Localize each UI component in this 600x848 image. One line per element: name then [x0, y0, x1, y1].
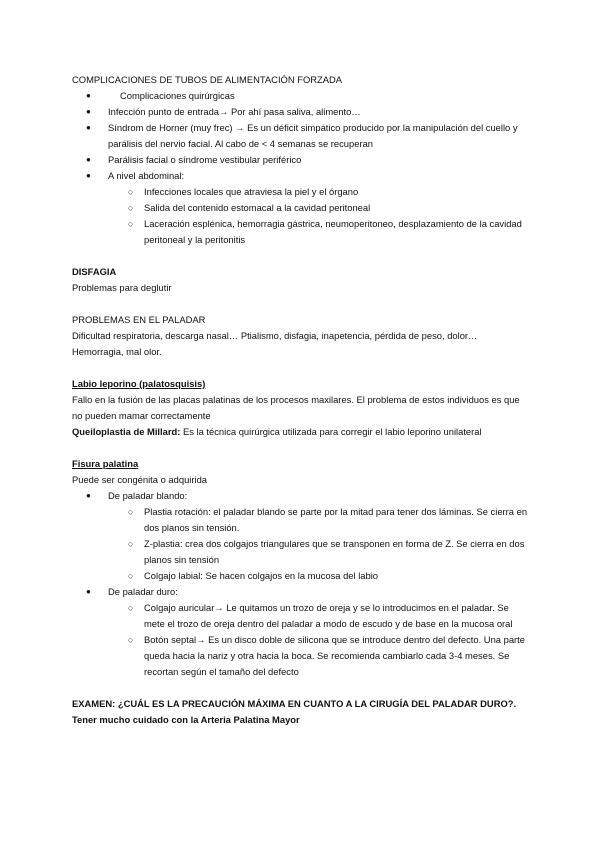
list-item-text: Complicaciones quirúrgicas	[120, 90, 235, 101]
hollow-bullet-icon: ○	[128, 539, 134, 549]
list-item	[72, 120, 528, 152]
bullet-icon: ●	[86, 107, 91, 116]
section-title-labio: Labio leporino (palatosquisis)	[72, 378, 206, 389]
sub-list-item-text: Botón septal→ Es un disco doble de silicona que se introduce dentro del defecto. Una parte queda hacia la nariz y otra hacia la boca. Se recomienda cambiarlo cada 3-4 meses. Se recortan según el tamaño del defecto	[144, 634, 525, 677]
hollow-bullet-icon: ○	[128, 203, 134, 213]
list-item	[72, 584, 528, 600]
bullet-icon: ●	[86, 123, 91, 132]
sub-list-item	[72, 200, 528, 216]
term-text: Es la técnica quirúrgica utilizada para corregir el labio leporino unilateral	[180, 426, 482, 437]
sub-list-item-text: Colgajo labial: Se hacen colgajos en la mucosa del labio	[144, 570, 379, 581]
sub-list-item	[72, 568, 528, 584]
section-title: COMPLICACIONES DE TUBOS DE ALIMENTACIÓN FORZADA	[72, 74, 343, 85]
exam-answer: Tener mucho cuidado con la Arteria Palatina Mayor	[72, 714, 300, 725]
sub-list-item-text: Z-plastia: crea dos colgajos triangulares que se transponen en forma de Z. Se cierra en dos planos sin tensión	[144, 538, 525, 565]
list-item	[72, 152, 528, 168]
hollow-bullet-icon: ○	[128, 219, 134, 229]
list-item-text: A nivel abdominal:	[108, 170, 185, 181]
sub-list-item	[72, 536, 528, 568]
paragraph: Puede ser congénita o adquirida	[72, 474, 207, 485]
document-page	[72, 72, 528, 728]
sub-list-item	[72, 184, 528, 200]
list-item	[72, 168, 528, 184]
list-item	[72, 488, 528, 504]
sub-list-item-text: Salida del contenido estomacal a la cavidad peritoneal	[144, 202, 371, 213]
hollow-bullet-icon: ○	[128, 603, 134, 613]
paragraph: Problemas para deglutir	[72, 282, 172, 293]
bullet-icon: ●	[86, 171, 91, 180]
section-title-fisura: Fisura palatina	[72, 458, 139, 469]
list-item	[72, 104, 528, 120]
hollow-bullet-icon: ○	[128, 187, 134, 197]
bullet-icon: ●	[86, 491, 91, 500]
hollow-bullet-icon: ○	[128, 571, 134, 581]
sub-list-item	[72, 632, 528, 680]
sub-list-item-text: Plastia rotación: el paladar blando se parte por la mitad para tener dos láminas. Se cierra en dos planos sin tensión.	[144, 506, 528, 533]
sub-list-item	[72, 600, 528, 632]
sub-list-item	[72, 216, 528, 248]
sub-list-item-text: Colgajo auricular→ Le quitamos un trozo de oreja y se lo introducimos en el paladar. Se mete el trozo de oreja dentro del paladar a modo de escudo y de base en la mucosa oral	[144, 602, 513, 629]
bullet-icon: ●	[86, 155, 91, 164]
paragraph: Dificultad respiratoria, descarga nasal… Ptialismo, disfagia, inapetencia, pérdida de peso, dolor… Hemorragia, mal olor.	[72, 330, 478, 357]
list-item	[72, 88, 528, 104]
paragraph: Fallo en la fusión de las placas palatinas de los procesos maxilares. El problema de estos individuos es que no pueden mamar correctamente	[72, 394, 520, 421]
list-item-text: Síndrom de Horner (muy frec) → Es un déficit simpático producido por la manipulación del cuello y parálisis del nervio facial. Al cabo de < 4 semanas se recuperan	[108, 122, 518, 149]
list-item-text: Parálisis facial o síndrome vestibular periférico	[108, 154, 302, 165]
term-label: Queiloplastia de Millard:	[72, 426, 181, 437]
hollow-bullet-icon: ○	[128, 635, 134, 645]
paragraph-term	[72, 424, 528, 440]
sub-list-item-text: Infecciones locales que atraviesa la piel y el órgano	[144, 186, 359, 197]
list-item-text: De paladar blando:	[108, 490, 188, 501]
bullet-icon: ●	[86, 587, 91, 596]
section-title-paladar: PROBLEMAS EN EL PALADAR	[72, 314, 206, 325]
section-title-disfagia: DISFAGIA	[72, 266, 117, 277]
sub-list-item-text: Laceración esplénica, hemorragia gástrica, neumoperitoneo, desplazamiento de la cavidad peritoneal y la peritonitis	[144, 218, 522, 245]
hollow-bullet-icon: ○	[128, 507, 134, 517]
exam-question: EXAMEN: ¿CUÁL ES LA PRECAUCIÓN MÁXIMA EN CUANTO A LA CIRUGÍA DEL PALADAR DURO?.	[72, 698, 517, 709]
bullet-icon: ●	[86, 91, 91, 100]
sub-list-item	[72, 504, 528, 536]
list-item-text: Infección punto de entrada→ Por ahí pasa saliva, alimento…	[108, 106, 361, 117]
list-item-text: De paladar duro:	[108, 586, 178, 597]
